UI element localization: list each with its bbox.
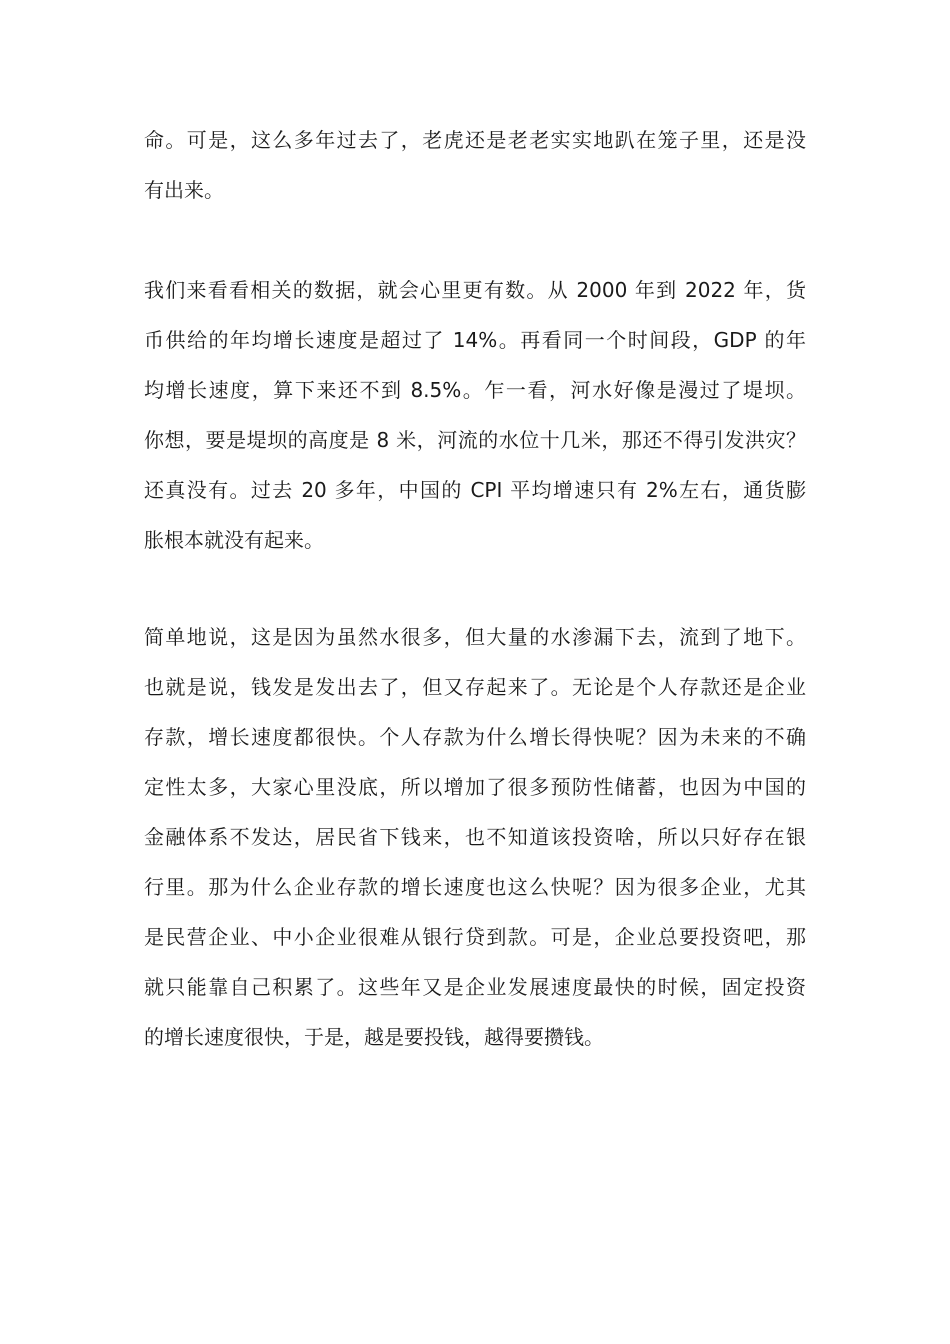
paragraph-line: 命。可是，这么多年过去了，老虎还是老老实实地趴在笼子里，还是没 [144,128,806,152]
paragraph-line: 存款，增长速度都很快。个人存款为什么增长得快呢？因为未来的不确 [144,725,806,749]
paragraph-savings-explanation [144,612,806,1062]
paragraph-line: 简单地说，这是因为虽然水很多，但大量的水渗漏下去，流到了地下。 [144,625,806,649]
paragraph-line: 有出来。 [144,178,224,202]
paragraph-line: 是民营企业、中小企业很难从银行贷到款。可是，企业总要投资吧，那 [144,925,806,949]
paragraph-line: 币供给的年均增长速度是超过了 14%。再看同一个时间段，GDP 的年 [144,328,806,352]
paragraph-line: 也就是说，钱发是发出去了，但又存起来了。无论是个人存款还是企业 [144,675,806,699]
paragraph-line: 均增长速度，算下来还不到 8.5%。乍一看，河水好像是漫过了堤坝。 [144,378,806,402]
paragraph-line: 定性太多，大家心里没底，所以增加了很多预防性储蓄，也因为中国的 [144,775,806,799]
paragraph-line: 就只能靠自己积累了。这些年又是企业发展速度最快的时候，固定投资 [144,975,806,999]
paragraph-line: 还真没有。过去 20 多年，中国的 CPI 平均增速只有 2%左右，通货膨 [144,478,806,502]
paragraph-line: 你想，要是堤坝的高度是 8 米，河流的水位十几米，那还不得引发洪灾？ [144,428,806,452]
paragraph-line: 胀根本就没有起来。 [144,528,324,552]
paragraph-tiger-cage [144,115,806,215]
paragraph-line: 行里。那为什么企业存款的增长速度也这么快呢？因为很多企业，尤其 [144,875,806,899]
paragraph-line: 的增长速度很快，于是，越是要投钱，越得要攒钱。 [144,1025,604,1049]
paragraph-line: 金融体系不发达，居民省下钱来，也不知道该投资啥，所以只好存在银 [144,825,806,849]
paragraph-money-supply-data [144,265,806,565]
paragraph-line: 我们来看看相关的数据，就会心里更有数。从 2000 年到 2022 年，货 [144,278,806,302]
